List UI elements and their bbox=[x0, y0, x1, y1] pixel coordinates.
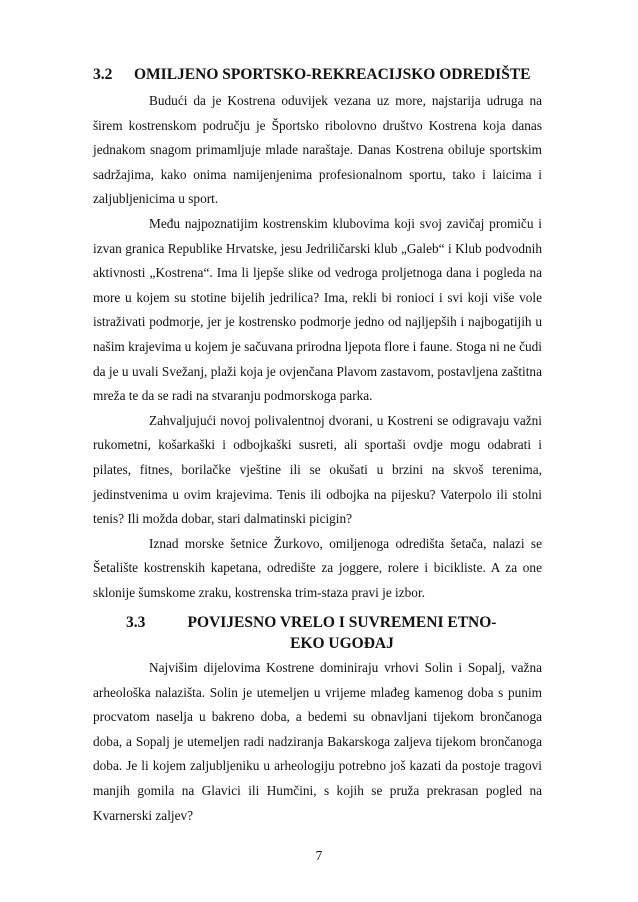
paragraph: Najvišim dijelovima Kostrene dominiraju vrhovi Solin i Sopalj, važna arheološka nalazišta. Solin je utemeljen u vrijeme mlađeg kamenog doba s punim procvatom naselja u bakreno doba, a bedemi su obnavljani tijekom brončanoga doba, a Sopalj je utemeljen radi nadziranja Bakarskoga zaljeva tijekom brončanoga doba. Je li kojem zaljubljeniku u arheologiju potrebno još kazati da postoje tragovi manjih gomila na Glavici ili Humčini, s kojih se pruža prekrasan pogled na Kvarnerski zaljev? bbox=[93, 660, 542, 823]
section-title: POVIJESNO VRELO I SUVREMENI ETNO-EKO UGOĐAJ bbox=[187, 614, 497, 652]
section-number: 3.2 bbox=[93, 66, 113, 83]
paragraph: Među najpoznatijim kostrenskim klubovima koji svoj zavičaj promiču i izvan granica Republike Hrvatske, jesu Jedriličarski klub „Galeb“ i Klub podvodnih aktivnosti „Kostrena“. Ima li ljepše slike od vedroga proljetnoga dana i pogleda na more u kojem su stotine bijelih jedrilica? Ima, rekli bi ronioci i svi koji više vole istraživati podmorje, jer je kostrensko podmorje jedno od najljepših i najbogatijih u našim krajevima u kojem je sačuvana prirodna ljepota flore i faune. Stoga ni ne čudi da je u uvali Svežanj, plaži koja je ovjenčana Plavom zastavom, postavljena zaštitna mreža te da se radi na stvaranju podmorskoga parka. bbox=[93, 215, 542, 404]
page-number: 7 bbox=[315, 848, 323, 863]
section-3-3-body bbox=[93, 656, 542, 828]
paragraph: Budući da je Kostrena oduvijek vezana uz more, najstarija udruga na širem kostrenskom području je Športsko ribolovno društvo Kostrena koja danas jednakom snagom primamljuje mlade naraštaje. Danas Kostrena obiluje sportskim sadržajima, kako onima namijenjenima profesionalnom sportu, tako i laicima i zaljubljenicima u sport. bbox=[93, 93, 542, 207]
paragraph: Zahvaljujući novoj polivalentnoj dvorani, u Kostreni se odigravaju važni rukometni, košarkaški i odbojkaški susreti, ali sportaši ovdje mogu odabrati i pilates, fitnes, borilačke vještine ili se okušati u brzini na skvoš terenima, jedinstvenima u ovim krajevima. Tenis ili odbojka na pijesku? Vaterpolo ili stolni tenis? Ili možda dobar, stari dalmatinski picigin? bbox=[93, 412, 542, 527]
paragraph: Iznad morske šetnice Žurkovo, omiljenoga odredišta šetača, nalazi se Šetalište kostrenskih kapetana, odredište za joggere, rolere i bicikliste. A za one sklonije šumskome zraku, kostrenska trim-staza pravi je izbor. bbox=[93, 535, 542, 600]
section-number: 3.3 bbox=[126, 614, 146, 631]
section-3-2-body bbox=[93, 89, 542, 605]
section-3-2-heading bbox=[93, 66, 553, 88]
section-title: OMILJENO SPORTSKO-REKREACIJSKO ODREDIŠTE bbox=[134, 66, 531, 83]
